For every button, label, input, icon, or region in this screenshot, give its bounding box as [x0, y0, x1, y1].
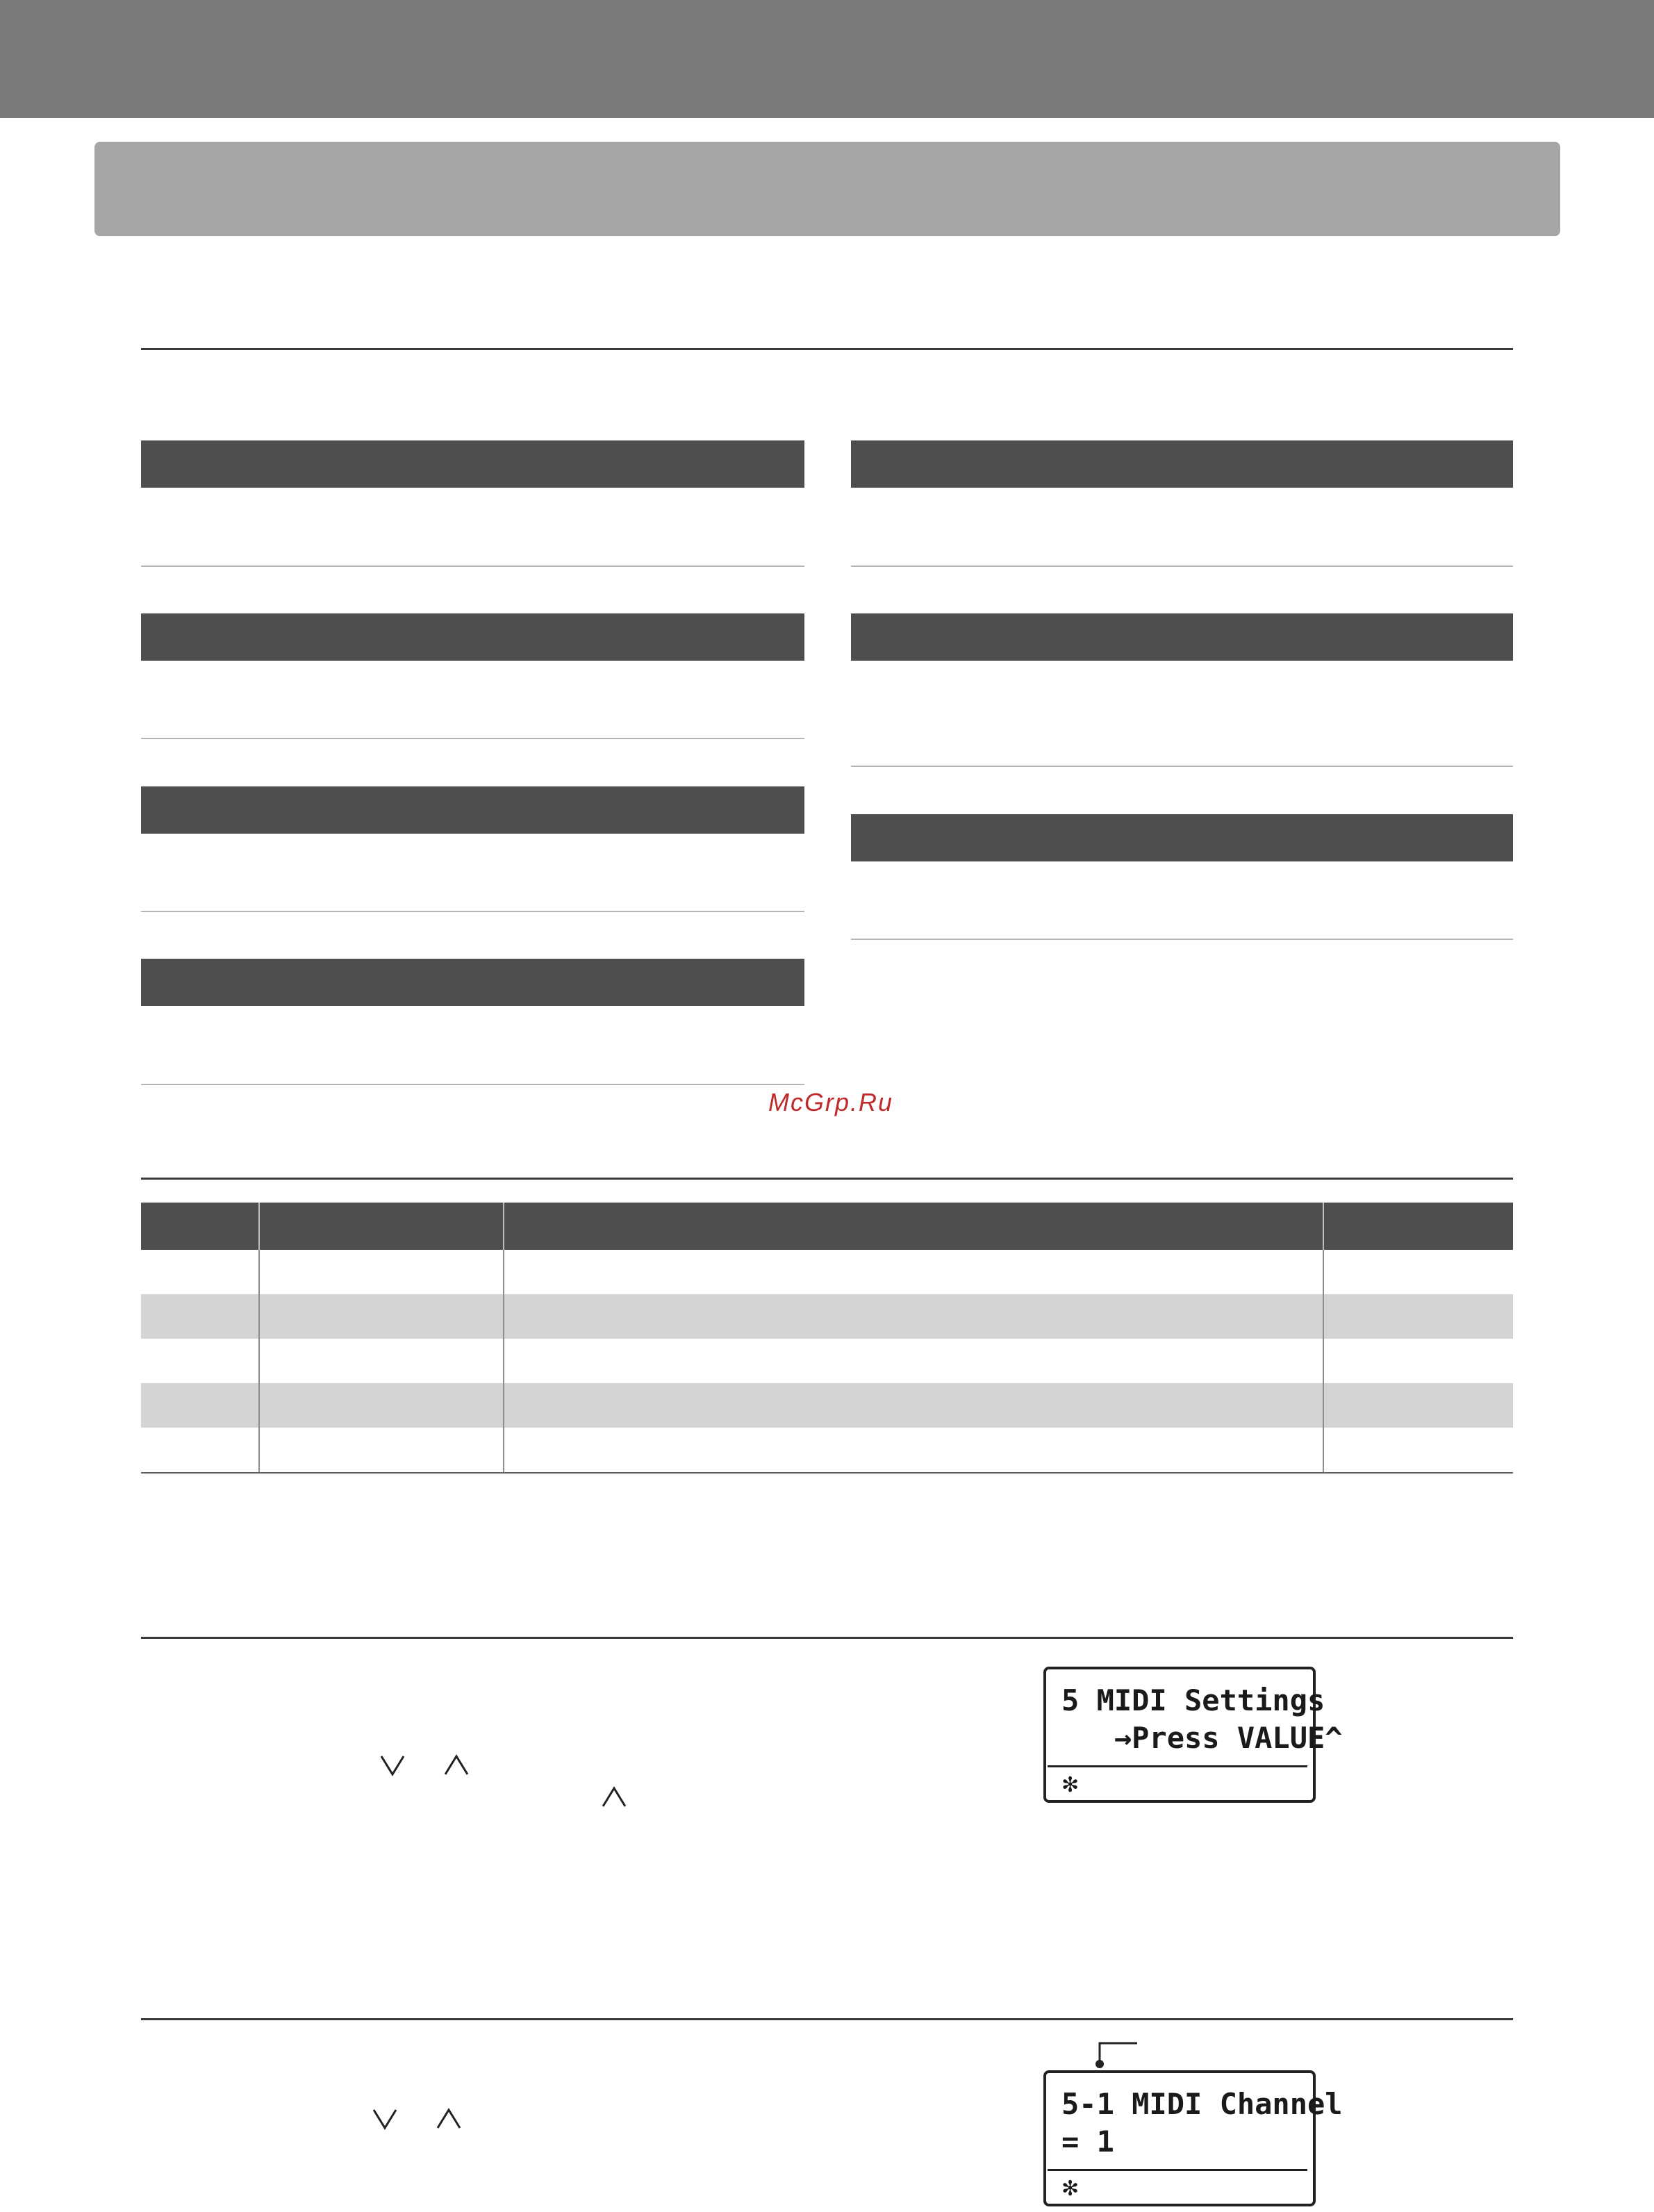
setting-heading-bar	[141, 613, 804, 661]
table-cell	[259, 1383, 504, 1428]
setting-divider	[141, 1084, 804, 1085]
setting-heading-bar	[851, 613, 1513, 661]
table-cell	[1323, 1383, 1513, 1428]
section-title-bar	[94, 142, 1560, 236]
section-divider	[141, 2018, 1513, 2020]
setting-heading-bar	[141, 959, 804, 1006]
table-cell	[1323, 1250, 1513, 1294]
table-cell	[259, 1339, 504, 1383]
lcd-line-1: 5 MIDI Settings	[1061, 1683, 1325, 1717]
table-row	[141, 1294, 1513, 1339]
bluetooth-icon: ✻	[1061, 2177, 1080, 2200]
setting-divider	[851, 939, 1513, 940]
table-row	[141, 1428, 1513, 1473]
table-row	[141, 1383, 1513, 1428]
table-cell	[141, 1250, 259, 1294]
section-divider	[141, 1637, 1513, 1639]
table-cell	[141, 1339, 259, 1383]
table-row	[141, 1339, 1513, 1383]
lcd-separator	[1048, 2169, 1307, 2171]
table-header-row	[141, 1203, 1513, 1250]
up-arrow-icon	[443, 1753, 470, 1777]
lcd-line-1: 5-1 MIDI Channel	[1061, 2087, 1343, 2121]
setting-heading-bar	[141, 440, 804, 488]
table-cell	[259, 1250, 504, 1294]
table-cell	[504, 1383, 1323, 1428]
setting-heading-bar	[141, 786, 804, 834]
table-header-cell	[141, 1203, 259, 1250]
table-cell	[141, 1294, 259, 1339]
table-cell	[141, 1383, 259, 1428]
setting-divider	[141, 911, 804, 912]
callout-marker	[1093, 2042, 1139, 2070]
table-cell	[1323, 1339, 1513, 1383]
lcd-line-2: →Press VALUE^	[1061, 1721, 1343, 1755]
table-cell	[504, 1339, 1323, 1383]
parameter-table	[141, 1203, 1513, 1474]
lcd-display-midi-channel	[1043, 2070, 1343, 2206]
table-header-cell	[259, 1203, 504, 1250]
section-divider	[141, 348, 1513, 350]
bluetooth-icon: ✻	[1061, 1774, 1080, 1797]
page-header-bar	[0, 0, 1654, 118]
table-cell	[141, 1428, 259, 1473]
lcd-line-2: = 1	[1061, 2124, 1114, 2159]
down-arrow-icon	[379, 1753, 406, 1777]
table-row	[141, 1250, 1513, 1294]
watermark-text: McGrp.Ru	[768, 1088, 894, 1116]
table-header-cell	[504, 1203, 1323, 1250]
setting-divider	[851, 566, 1513, 567]
table-cell	[259, 1294, 504, 1339]
setting-divider	[851, 766, 1513, 767]
table-cell	[1323, 1294, 1513, 1339]
setting-heading-bar	[851, 440, 1513, 488]
section-divider	[141, 1178, 1513, 1180]
table-cell	[504, 1250, 1323, 1294]
lcd-separator	[1048, 1765, 1307, 1767]
setting-divider	[141, 566, 804, 567]
table-cell	[259, 1428, 504, 1473]
down-arrow-icon	[371, 2107, 399, 2131]
up-arrow-icon	[600, 1785, 628, 1809]
setting-heading-bar	[851, 814, 1513, 861]
table-cell	[1323, 1428, 1513, 1473]
table-cell	[504, 1428, 1323, 1473]
setting-divider	[141, 738, 804, 739]
up-arrow-icon	[435, 2107, 463, 2131]
table-header-cell	[1323, 1203, 1513, 1250]
table-cell	[504, 1294, 1323, 1339]
lcd-display-midi-settings	[1043, 1667, 1343, 1803]
